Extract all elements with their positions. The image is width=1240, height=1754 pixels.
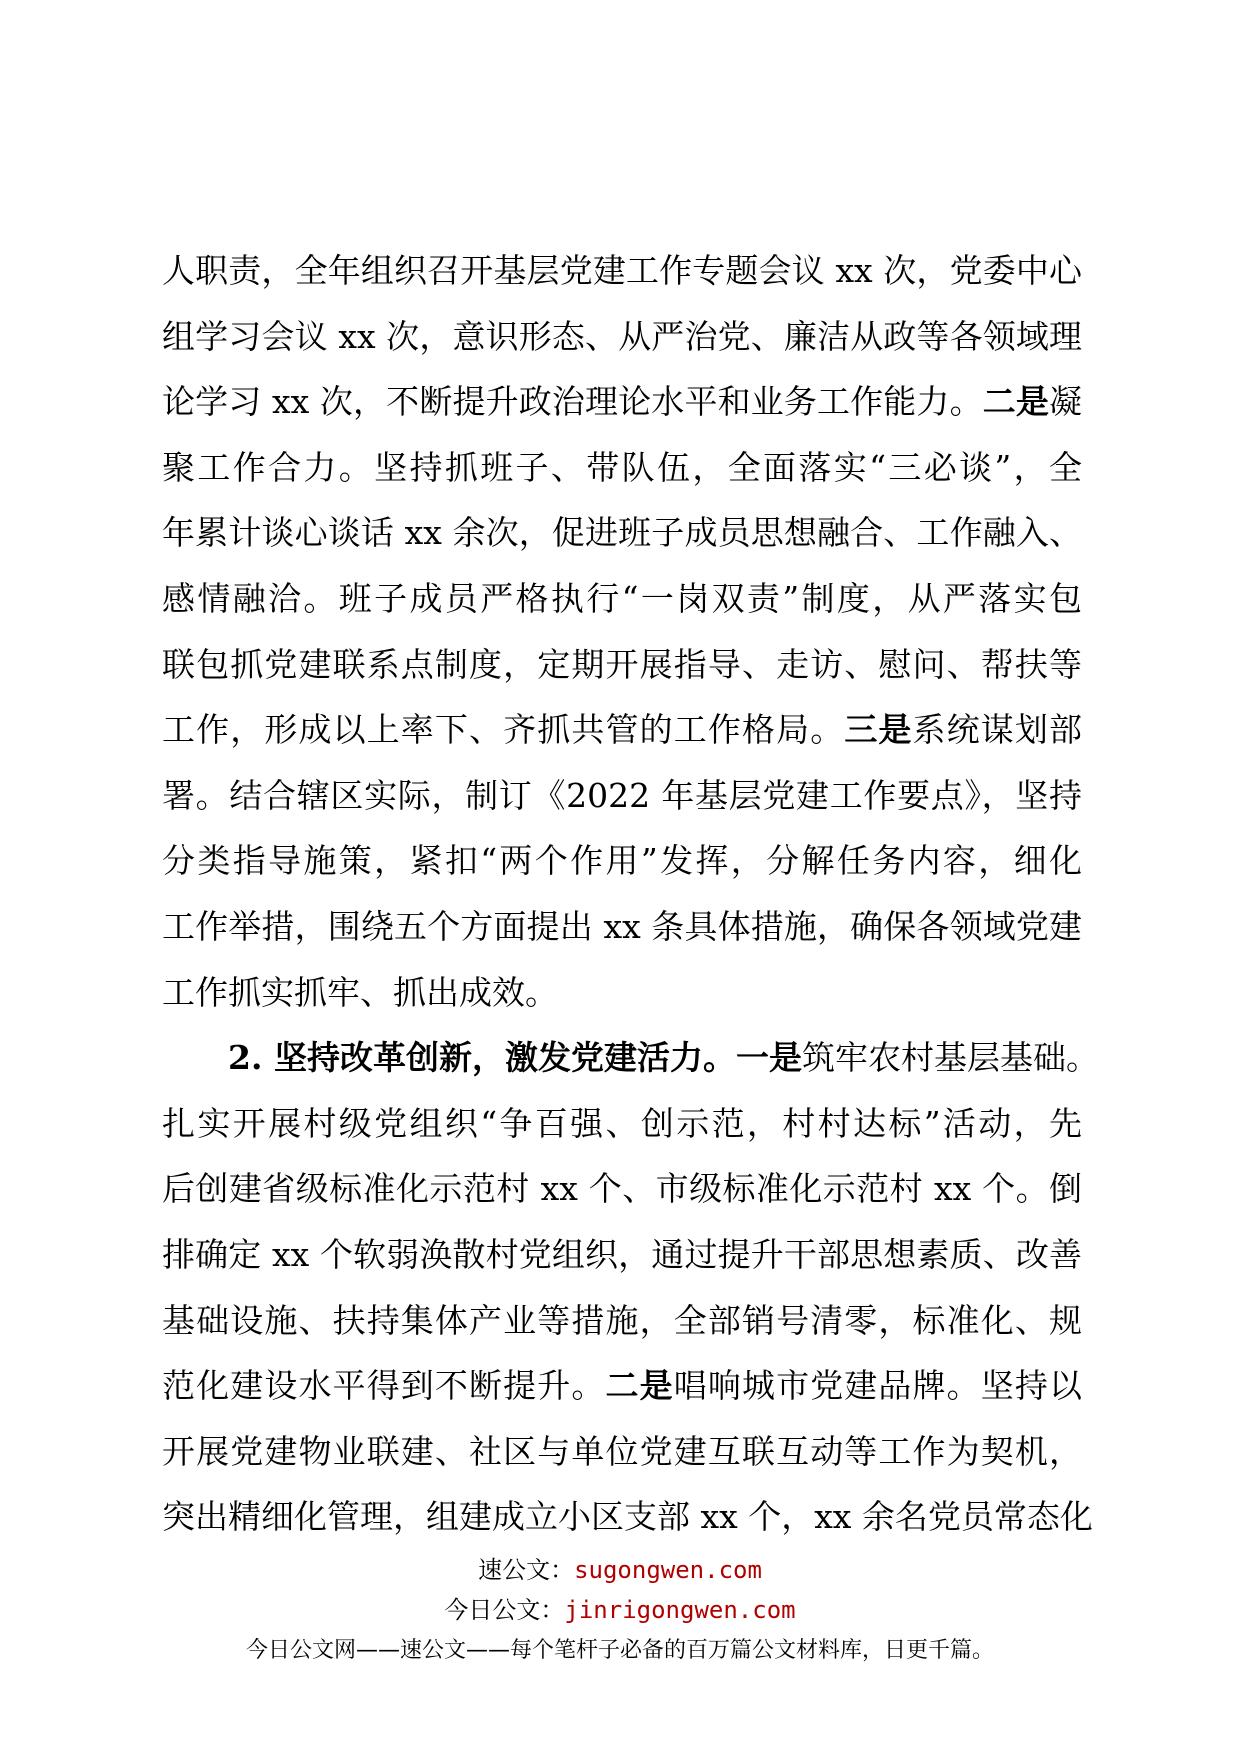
sugongwen-link[interactable]: sugongwen.com — [574, 1556, 762, 1584]
text-line — [162, 1091, 1082, 1157]
text-line — [162, 369, 1082, 435]
text-segment: 范化建设水平得到不断提升。 — [162, 1366, 606, 1406]
text-line — [162, 828, 1082, 894]
text-segment: 年累计谈心谈话 xx 余次，促进班子成员思想融合、工作融入、 — [162, 513, 1082, 553]
bold-marker: 三是 — [844, 710, 913, 750]
text-line — [162, 697, 1082, 763]
text-segment: 排确定 xx 个软弱涣散村党组织，通过提升干部思想素质、改善 — [162, 1234, 1082, 1274]
text-segment: 凝 — [1049, 382, 1082, 422]
text-segment: 筑牢农村基层基础。 — [801, 1038, 1099, 1078]
text-line — [162, 1353, 1082, 1419]
text-segment: 分类指导施策，紧扣“两个作用”发挥，分解任务内容，细化 — [162, 841, 1082, 881]
body-text — [162, 238, 1099, 1550]
text-segment: 唱响城市党建品牌。坚持以 — [673, 1366, 1083, 1406]
text-segment: 论学习 xx 次，不断提升政治理论水平和业务工作能力。 — [162, 382, 983, 422]
text-segment: 工作举措，围绕五个方面提出 xx 条具体措施，确保各领域党建 — [162, 906, 1082, 946]
text-segment: 开展党建物业联建、社区与单位党建互联互动等工作为契机， — [162, 1431, 1082, 1471]
text-line — [162, 1156, 1082, 1222]
text-line — [162, 1222, 1082, 1288]
text-segment: 工作抓实抓牢、抓出成效。 — [162, 972, 558, 1012]
footer-label: 今日公文： — [444, 1596, 565, 1624]
footer-sugongwen — [0, 1550, 1240, 1585]
text-line — [162, 500, 1082, 566]
text-line — [162, 1484, 1093, 1550]
text-line — [162, 894, 1082, 960]
text-segment: 组学习会议 xx 次，意识形态、从严治党、廉洁从政等各领域理 — [162, 316, 1082, 356]
jinrigongwen-link[interactable]: jinrigongwen.com — [564, 1596, 796, 1624]
text-line — [162, 763, 1082, 829]
text-segment: 系统谋划部 — [912, 710, 1083, 750]
bold-marker: 二是 — [605, 1366, 674, 1406]
text-segment: 扎实开展村级党组织“争百强、创示范，村村达标”活动，先 — [162, 1103, 1082, 1143]
text-segment: 人职责，全年组织召开基层党建工作专题会议 xx 次，党委中心 — [162, 251, 1082, 290]
footer-slogan: 今日公文网——速公文——每个笔杆子必备的百万篇公文材料库，日更千篇。 — [245, 1638, 994, 1663]
text-segment: 署。结合辖区实际，制订《2022 年基层党建工作要点》，坚持 — [162, 775, 1082, 815]
text-line — [162, 1419, 1082, 1485]
text-line — [162, 435, 1082, 501]
text-segment: 联包抓党建联系点制度，定期开展指导、走访、慰问、帮扶等 — [162, 644, 1082, 684]
text-line — [162, 304, 1082, 370]
footer-label: 速公文： — [478, 1556, 575, 1584]
text-segment: 基础设施、扶持集体产业等措施，全部销号清零，标准化、规 — [162, 1300, 1082, 1340]
text-segment: 工作，形成以上率下、齐抓共管的工作格局。 — [162, 710, 845, 750]
text-segment: 感情融洽。班子成员严格执行“一岗双责”制度，从严落实包 — [162, 578, 1082, 618]
text-segment: 聚工作合力。坚持抓班子、带队伍，全面落实“三必谈”，全 — [162, 447, 1082, 487]
text-line — [162, 1288, 1082, 1354]
text-segment: 突出精细化管理，组建成立小区支部 xx 个，xx 余名党员常态化 — [162, 1497, 1093, 1537]
footer-jinrigongwen — [0, 1590, 1240, 1625]
section-heading-line — [162, 1025, 1099, 1091]
text-segment: 后创建省级标准化示范村 xx 个、市级标准化示范村 xx 个。倒 — [162, 1169, 1082, 1209]
text-line — [162, 632, 1082, 698]
bold-marker: 二是 — [982, 382, 1049, 422]
text-line — [162, 960, 1082, 1026]
text-line — [162, 238, 1082, 304]
section-heading: 2. 坚持改革创新，激发党建活力。一是 — [228, 1038, 802, 1078]
text-line — [162, 566, 1082, 632]
